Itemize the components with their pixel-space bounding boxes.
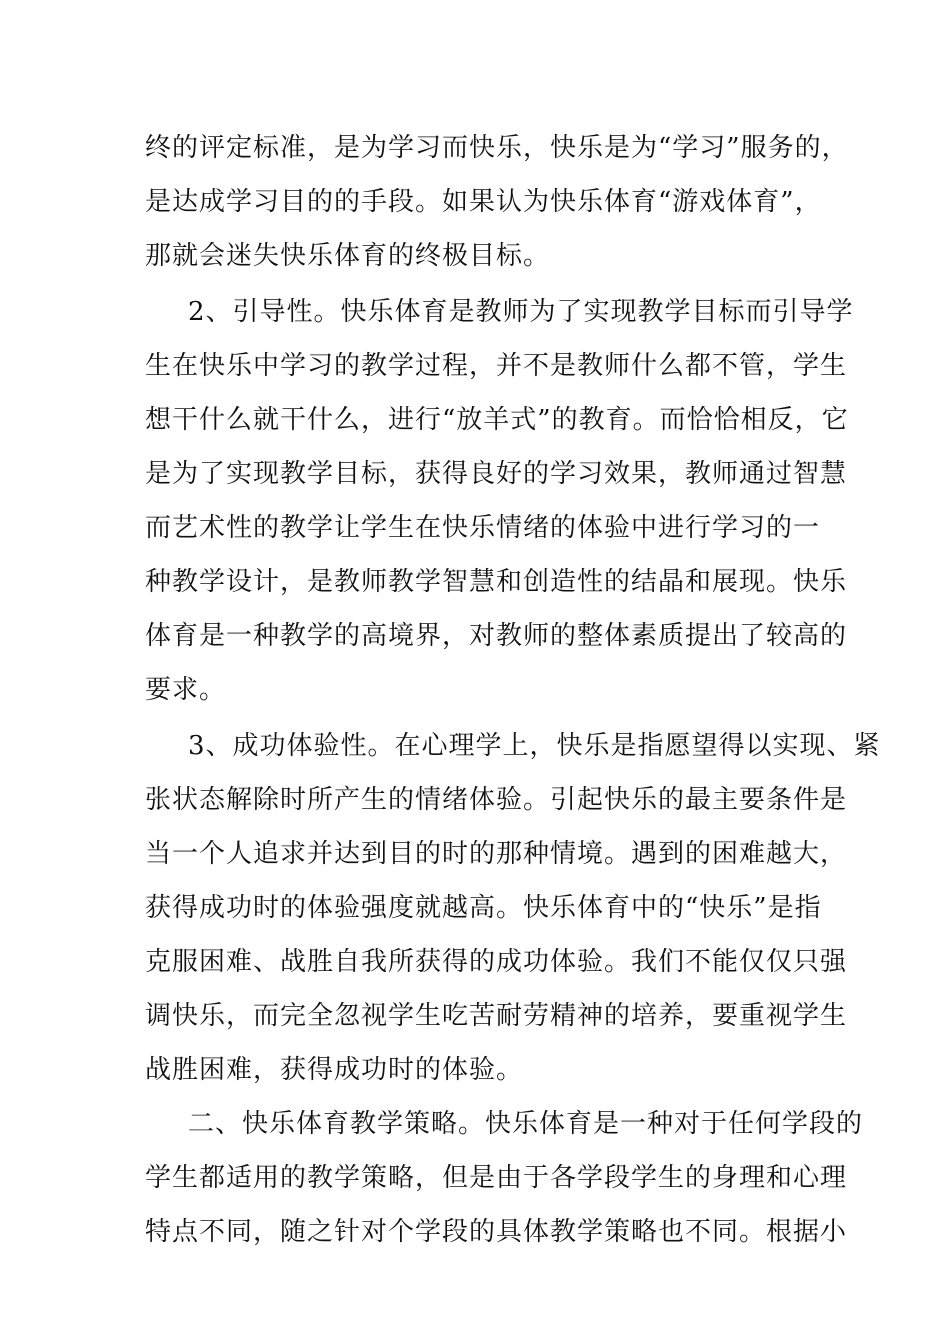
text-line: 当一个人追求并达到目的时的那种情境。遇到的困难越大，: [145, 839, 848, 869]
text-line: 学生都适用的教学策略，但是由于各学段学生的身理和心理: [145, 1163, 848, 1193]
text-line: 要求。: [145, 675, 227, 705]
text-line: 生在快乐中学习的教学过程，并不是教师什么都不管，学生: [145, 351, 848, 381]
text-line: 那就会迷失快乐体育的终极目标。: [145, 241, 551, 271]
text-line: 种教学设计，是教师教学智慧和创造性的结晶和展现。快乐: [145, 567, 848, 597]
text-line: 体育是一种教学的高境界，对教师的整体素质提出了较高的: [145, 621, 848, 651]
text-line: 想干什么就干什么，进行“放羊式”的教育。而恰恰相反，它: [145, 405, 849, 435]
text-line: 是为了实现教学目标，获得良好的学习效果，教师通过智慧: [145, 459, 848, 489]
text-line: 特点不同，随之针对个学段的具体教学策略也不同。根据小: [145, 1217, 848, 1247]
text-line: 而艺术性的教学让学生在快乐情绪的体验中进行学习的一: [145, 513, 821, 543]
text-line: 战胜困难，获得成功时的体验。: [145, 1055, 524, 1085]
text-line: 是达成学习目的的手段。如果认为快乐体育“游戏体育”，: [145, 187, 822, 217]
text-line: 调快乐，而完全忽视学生吃苦耐劳精神的培养，要重视学生: [145, 1001, 848, 1031]
text-line: 终的评定标准，是为学习而快乐，快乐是为“学习”服务的，: [145, 133, 849, 163]
text-line: 3、成功体验性。在心理学上，快乐是指愿望得以实现、紧: [188, 731, 881, 761]
text-line: 二、快乐体育教学策略。快乐体育是一种对于任何学段的: [188, 1109, 864, 1139]
text-line: 获得成功时的体验强度就越高。快乐体育中的“快乐”是指: [145, 893, 822, 923]
text-line: 2、引导性。快乐体育是教师为了实现教学目标而引导学: [188, 297, 854, 327]
text-line: 张状态解除时所产生的情绪体验。引起快乐的最主要条件是: [145, 785, 848, 815]
text-line: 克服困难、战胜自我所获得的成功体验。我们不能仅仅只强: [145, 947, 848, 977]
